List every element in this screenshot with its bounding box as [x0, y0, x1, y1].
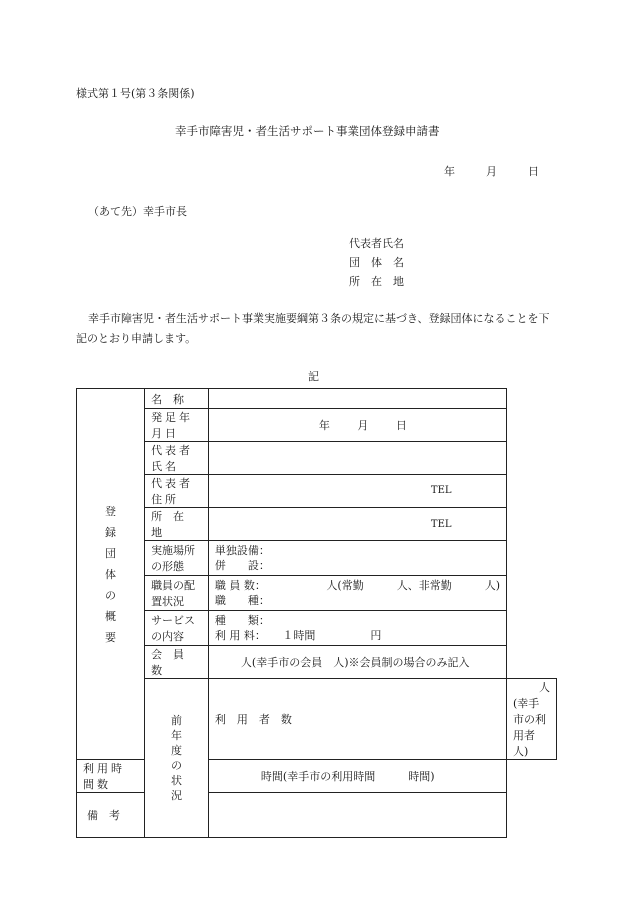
label-name: 名 称: [145, 389, 209, 409]
page-title: 幸手市障害児・者生活サポート事業団体登録申請書: [175, 124, 440, 138]
field-service[interactable]: [208, 611, 506, 646]
label-users: 利 用 者 数: [208, 679, 506, 760]
label-staff: 職員の配置状況: [145, 576, 209, 611]
field-rep-name[interactable]: [208, 442, 506, 475]
field-users[interactable]: 人(幸手市の利用者 人): [507, 679, 557, 760]
label-remarks: 備 考: [77, 793, 145, 838]
section-overview-label: 登録団体の概要: [77, 389, 145, 760]
field-staff[interactable]: [208, 576, 506, 611]
field-venue-type[interactable]: [208, 541, 506, 576]
date-year: 年: [444, 165, 455, 178]
staff-type: 職 種：: [214, 594, 270, 607]
field-members[interactable]: 人(幸手市の会員 人)※会員制の場合のみ記入: [208, 646, 506, 679]
staff-count: 職 員 数： 人(常勤 人、非常勤 人): [214, 579, 500, 592]
ki-heading: 記: [308, 370, 319, 383]
addressee: （あて先）幸手市長: [88, 205, 187, 218]
tel-label-location: TEL: [430, 519, 452, 530]
section-previous-year-label: 前年度の状況: [145, 679, 209, 838]
field-location[interactable]: [208, 508, 506, 541]
field-remarks[interactable]: [208, 793, 506, 838]
tel-label: TEL: [430, 485, 452, 496]
field-founded[interactable]: [208, 409, 506, 442]
venue-shared: 併 設：: [214, 559, 270, 572]
date-day: 日: [528, 165, 539, 178]
signature-address: 所 在 地: [349, 275, 404, 288]
label-hours: 利用時間数: [77, 760, 145, 793]
venue-standalone: 単独設備：: [214, 544, 270, 557]
founded-day: 日: [395, 419, 407, 432]
label-members: 会 員 数: [145, 646, 209, 679]
founded-month: 月: [357, 419, 369, 432]
label-founded: 発足年月日: [145, 409, 209, 442]
label-service: サービスの内容: [145, 611, 209, 646]
field-hours[interactable]: 時間(幸手市の利用時間 時間): [208, 760, 506, 793]
field-rep-address[interactable]: [208, 475, 506, 508]
application-statement: 幸手市障害児・者生活サポート事業実施要綱第３条の規定に基づき、登録団体になることを下記のとおり申請します。: [76, 312, 550, 345]
label-location: 所 在 地: [145, 508, 209, 541]
registration-table: [76, 388, 557, 838]
application-date: [444, 163, 539, 179]
founded-year: 年: [318, 419, 330, 432]
label-rep-address: 代表者住所: [145, 475, 209, 508]
date-month: 月: [486, 165, 497, 178]
label-venue-type: 実施場所の形態: [145, 541, 209, 576]
signature-rep-name: 代表者氏名: [349, 237, 404, 250]
signature-group-name: 団 体 名: [349, 256, 404, 269]
form-number: 様式第１号(第３条関係): [76, 87, 195, 100]
field-name[interactable]: [208, 389, 506, 409]
service-fee: 利 用 料： １時間 円: [214, 629, 382, 642]
service-type: 種 類：: [214, 614, 270, 627]
label-rep-name: 代表者氏名: [145, 442, 209, 475]
